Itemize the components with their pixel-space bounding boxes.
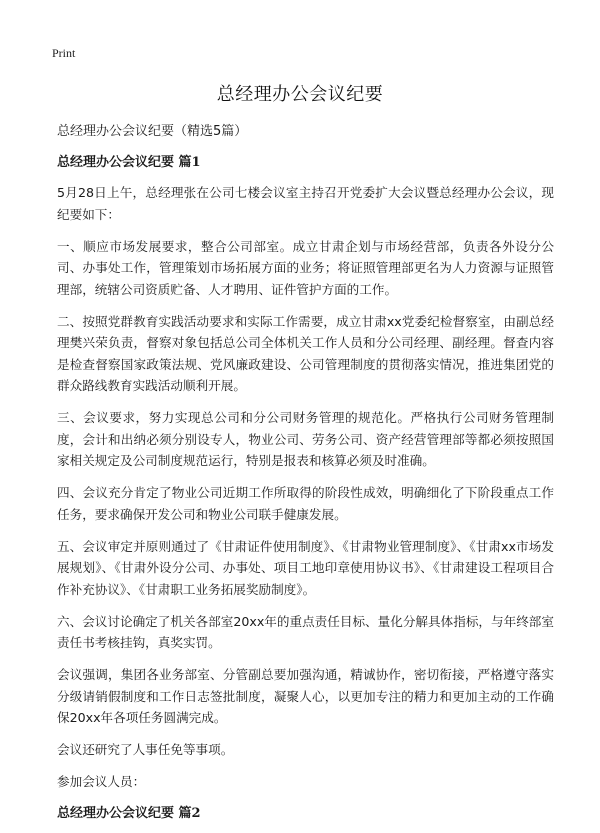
paragraph-emphasis: 会议强调，集团各业务部室、分管副总要加强沟通，精诚协作，密切衔接，严格遵守落实分级请销假制度和工作日志签批制度，凝聚人心，以更加专注的精力和更加主动的工作确保20xx年各项任务圆满完成。 [57, 667, 554, 725]
document-subtitle: 总经理办公会议纪要（精选5篇） [57, 124, 248, 139]
paragraph-item-1: 一、顺应市场发展要求，整合公司部室。成立甘肃企划与市场经营部，负责各外设分公司、办事处工作，管理策划市场拓展方面的业务；将证照管理部更名为人力资源与证照管理部，统辖公司资质贮备、人才聘用、证件管护方面的工作。 [57, 238, 554, 297]
section-heading-1: 总经理办公会议纪要 篇1 [57, 155, 201, 170]
paragraph-item-5: 五、会议审定并原则通过了《甘肃证件使用制度》、《甘肃物业管理制度》、《甘肃xx市场发展规划》、《甘肃外设分公司、办事处、项目工地印章使用协议书》、《甘肃建设工程项目合作补充协议》、《甘肃职工业务拓展奖励制度》。 [57, 538, 554, 597]
page-title: 总经理办公会议纪要 [216, 84, 384, 105]
paragraph-personnel: 会议还研究了人事任免等事项。 [57, 742, 234, 757]
document-body [57, 121, 554, 833]
paragraph-meeting-intro: 5月28日上午，总经理张在公司七楼会议室主持召开党委扩大会议暨总经理办公会议，现纪要如下： [57, 185, 554, 222]
paragraph-item-2: 二、按照党群教育实践活动要求和实际工作需要，成立甘肃xx党委纪检督察室，由副总经理樊兴荣负责，督察对象包括总公司全体机关工作人员和分公司经理、副经理。督查内容是检查督察国家政策法规、党风廉政建设、公司管理制度的贯彻落实情况，推进集团党的群众路线教育实践活动顺利开展。 [57, 313, 554, 393]
paragraph-item-4: 四、会议充分肯定了物业公司近期工作所取得的阶段性成效，明确细化了下阶段重点工作任务，要求确保开发公司和物业公司联手健康发展。 [57, 485, 554, 522]
print-link[interactable]: Print [52, 46, 76, 60]
paragraph-item-6: 六、会议讨论确定了机关各部室20xx年的重点责任目标、量化分解具体指标，与年终部室责任书考核挂钩，真奖实罚。 [57, 613, 554, 650]
paragraph-item-3: 三、会议要求，努力实现总公司和分公司财务管理的规范化。严格执行公司财务管理制度，会计和出纳必须分别设专人，物业公司、劳务公司、资产经营管理部等都必须按照国家相关规定及公司制度规范运行，特别是报表和核算必须及时准确。 [57, 410, 554, 468]
paragraph-attendees: 参加会议人员： [57, 774, 146, 789]
section-heading-2: 总经理办公会议纪要 篇2 [57, 806, 201, 821]
